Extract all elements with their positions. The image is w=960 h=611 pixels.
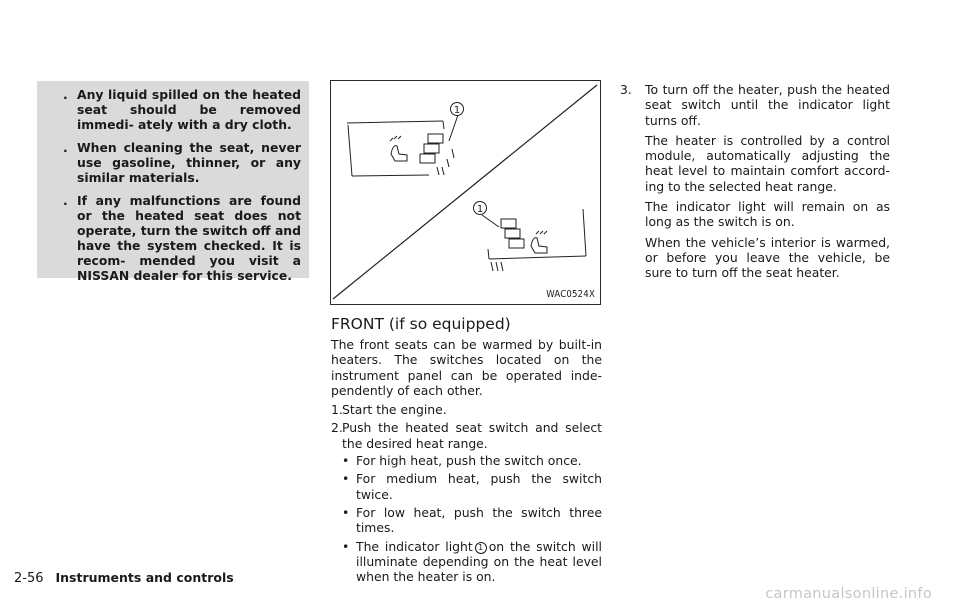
section-title: FRONT (if so equipped) [331,315,511,333]
list-item [342,505,602,536]
step-text: To turn off the heater, push the heated seat switch until the indicator light turns off. [645,82,890,128]
caution-text: If any malfunctions are found or the heated seat does not operate, turn the switch off and have the system checked. It is recom- mended you visit a NISSAN dealer for this service. [77,193,301,283]
heated-seat-switch-figure [330,80,601,305]
step-2 [331,420,602,584]
list-item [342,453,602,468]
step-number: 3. [620,82,632,97]
list-item-text: For low heat, push the switch three times. [356,504,602,536]
caution-box [37,81,309,283]
paragraph: When the vehicle’s interior is warmed, or before you leave the vehicle, be sure to turn off the seat heater. [645,234,890,281]
page-number: 2-56 [14,571,44,586]
bullet-dot: • [342,453,350,469]
middle-column-text [331,337,602,587]
step-number: 1. [331,402,343,418]
bullet-dot: • [342,471,350,487]
lower-instrument-panel [474,202,587,272]
bullet-dot: • [342,538,350,554]
caution-text: When cleaning the seat, never use gasoline, thinner, or any similar materials. [77,140,301,185]
callout-marker: 1 [475,542,487,554]
footer-section-name: Instruments and controls [55,570,234,585]
list-item-text: For medium heat, push the switch twice. [356,471,602,502]
caution-item [63,87,301,132]
callout-label: 1 [453,105,461,116]
heat-range-list [342,453,602,584]
page-footer [14,570,234,586]
callout-label: 1 [476,204,484,215]
caution-list [63,87,301,291]
step-text: Start the engine. [342,402,447,418]
step-text: Push the heated seat switch and select the desired heat range. [342,420,602,451]
watermark: carmanualsonline.info [765,586,932,602]
indicator-text-before: The indicator light [356,538,473,554]
caution-item [63,193,301,283]
step-1 [331,402,602,417]
bullet: . [63,193,68,208]
paragraph: The indicator light will remain on as long as the switch is on. [645,199,890,230]
step-number: 2. [331,420,343,436]
step-3 [620,82,890,128]
intro-paragraph: The front seats can be warmed by built-in heaters. The switches located on the instrument panel can be operated inde- pendently of each other. [331,337,602,398]
caution-text: Any liquid spilled on the heated seat should be removed immedi- ately with a dry cloth. [77,87,301,132]
right-column-text [620,82,890,286]
list-item-text: For high heat, push the switch once. [356,453,582,469]
paragraph: The heater is controlled by a control module, automatically adjusting the heat level to maintain comfort accord- ing to the selected heat range. [645,132,890,194]
figure-illustration [331,81,599,303]
diagonal-divider [333,85,597,299]
list-item [342,471,602,502]
bullet: . [63,87,68,102]
figure-code: WAC0524X [546,289,595,300]
indicator-text-after: on the switch will illuminate depending on the heat level when the heater is on. [356,538,602,585]
bullet: . [63,140,68,155]
bullet-dot: • [342,504,350,520]
upper-instrument-panel [347,103,464,177]
list-item [342,539,602,585]
caution-item [63,140,301,185]
